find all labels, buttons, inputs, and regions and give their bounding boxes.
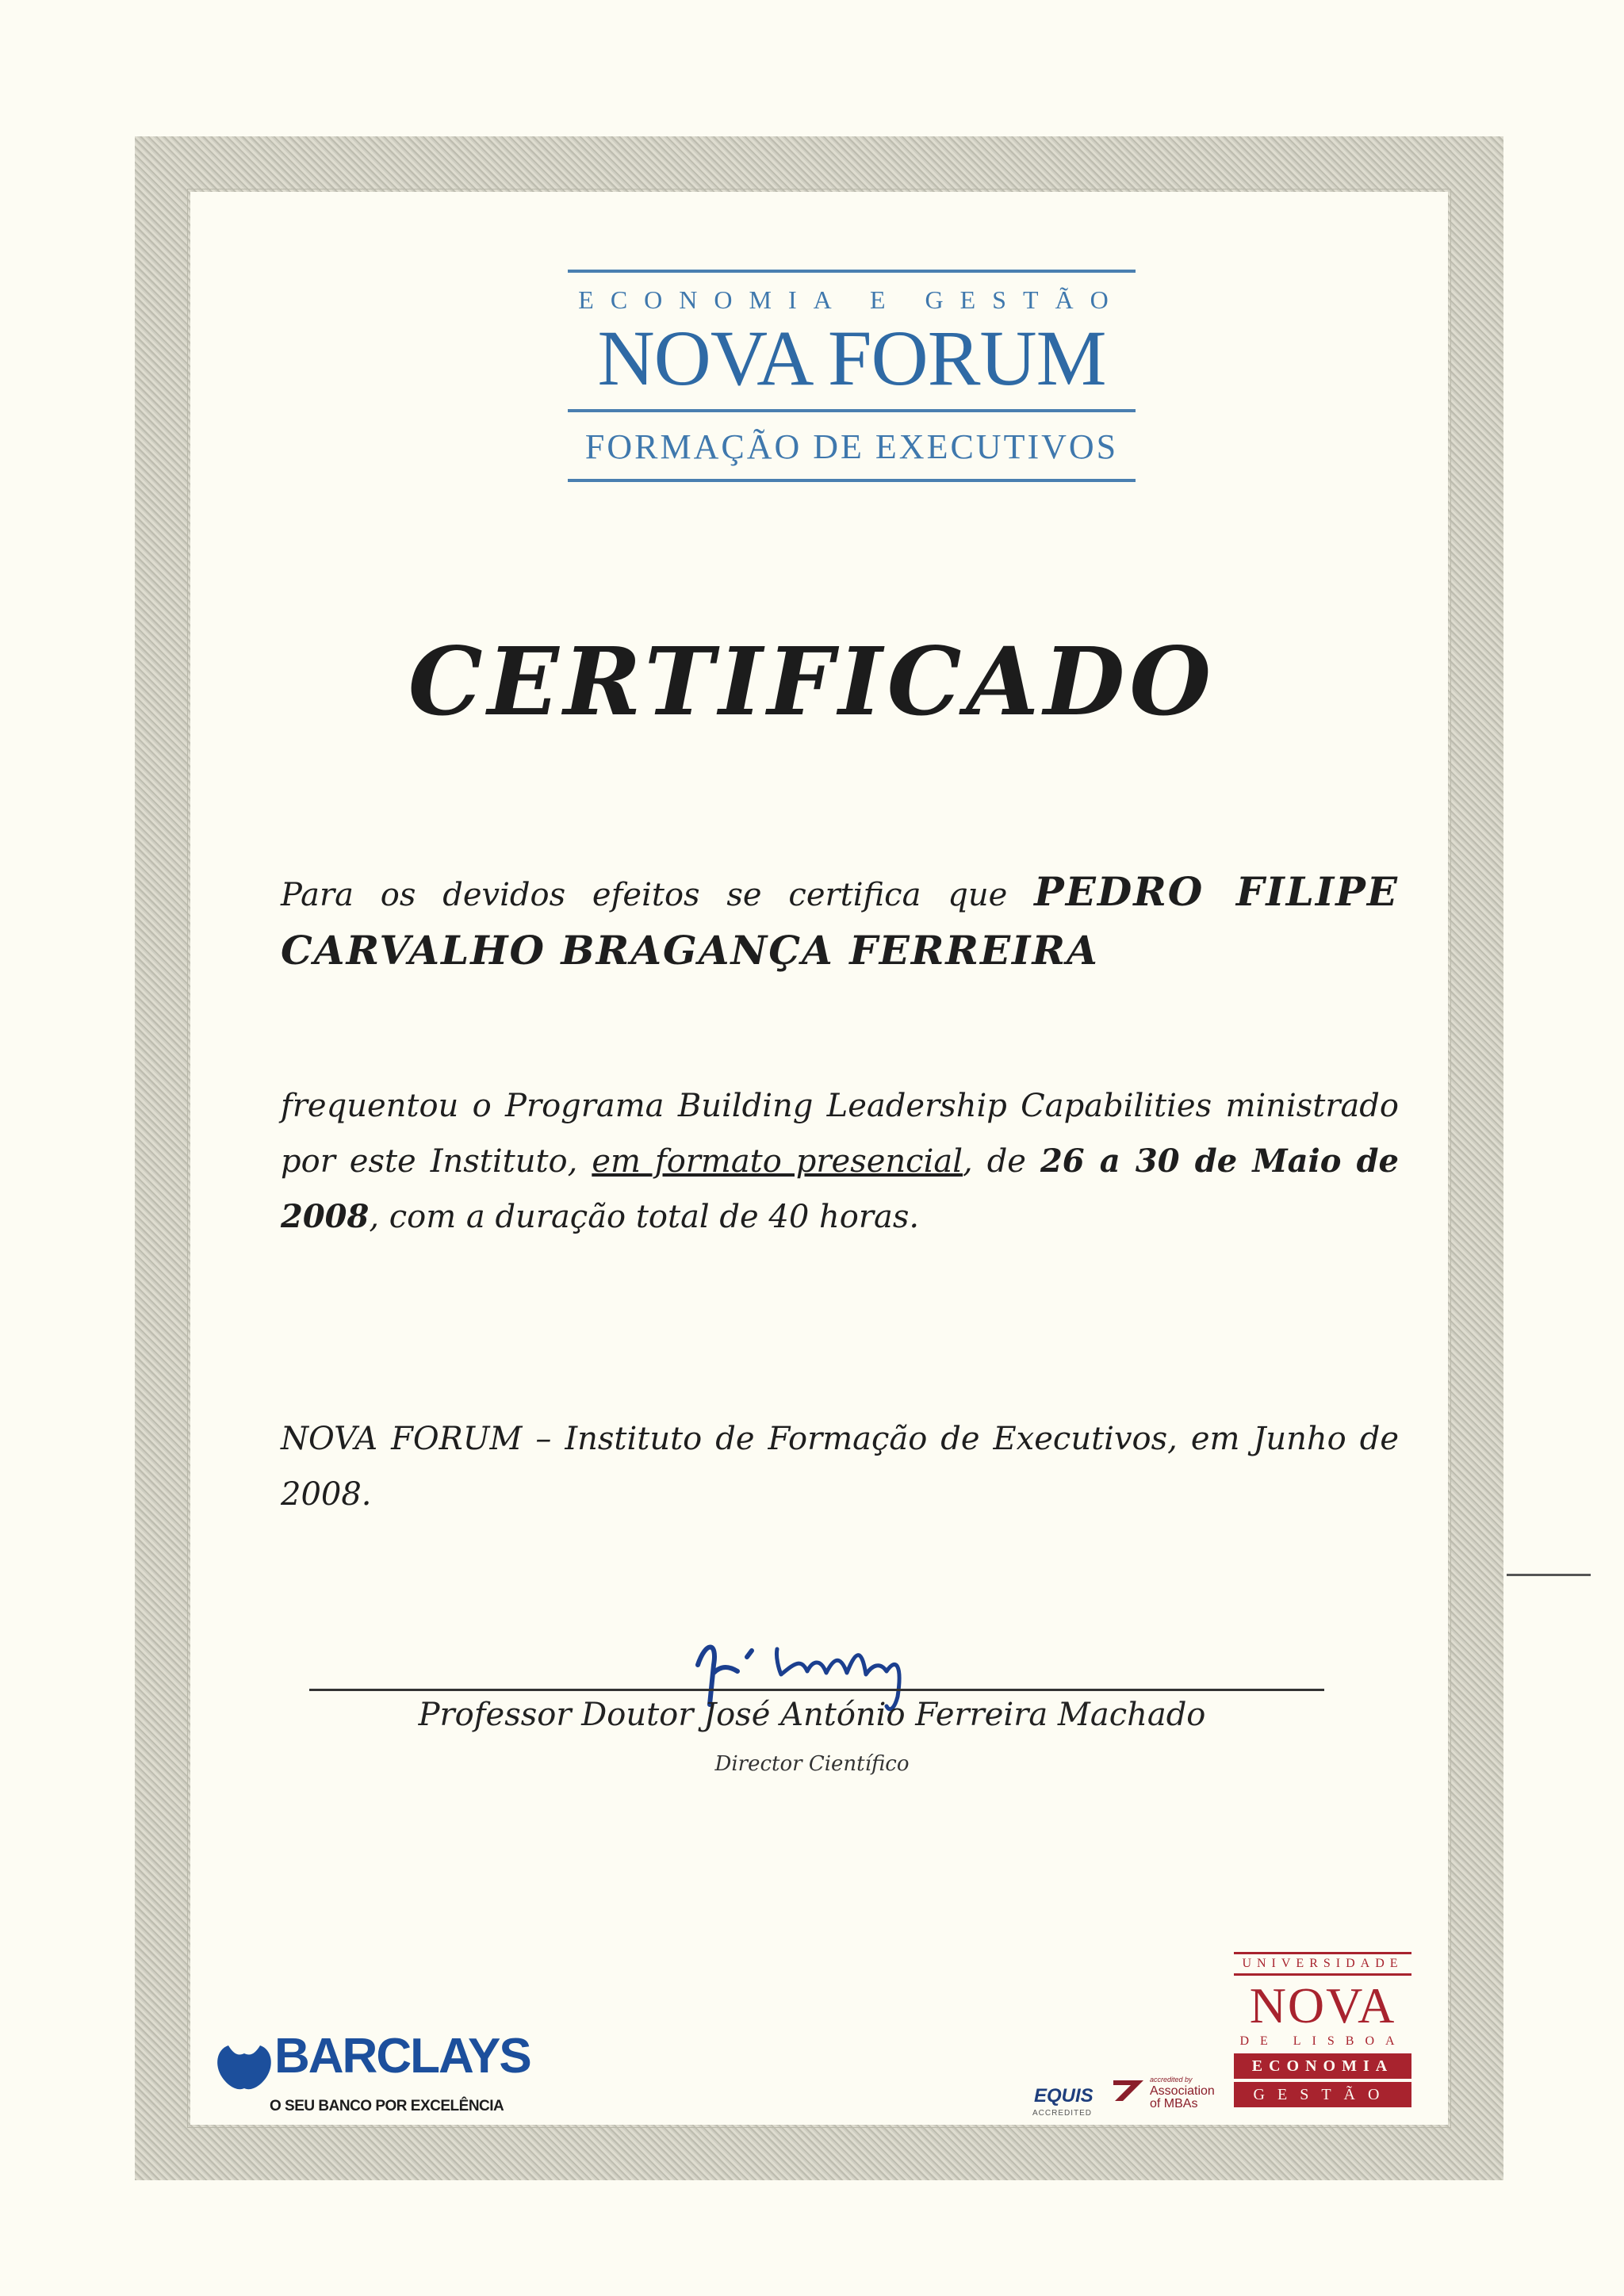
barclays-wordmark: BARCLAYS <box>274 2029 530 2084</box>
program-duration: , com a duração total de 40 horas. <box>369 1199 920 1235</box>
barclays-tagline: O SEU BANCO POR EXCELÊNCIA <box>270 2098 504 2114</box>
certification-paragraph <box>281 864 1399 982</box>
unl-de-lisboa: DE LISBOA <box>1239 2034 1406 2048</box>
logo-economia-gestao: ECONOMIA E GESTÃO <box>578 285 1125 314</box>
signatory-name: Professor Doutor José António Ferreira Machado <box>418 1697 1206 1733</box>
equis-logo: EQUIS <box>1034 2085 1094 2107</box>
scan-edge-mark <box>1507 1574 1591 1576</box>
unl-universidade: UNIVERSIDADE <box>1234 1952 1411 1976</box>
unl-economia-logo <box>1234 1952 1411 2107</box>
amba-name: Association of MBAs <box>1150 2084 1215 2110</box>
place-date-paragraph: NOVA FORUM – Instituto de Formação de Executivos, em Junho de 2008. <box>281 1421 1399 1513</box>
logo-bottom-rule <box>568 479 1136 482</box>
program-dates: 26 a 30 de Maio de 2008 <box>281 1142 1399 1235</box>
logo-formacao-executivos: FORMAÇÃO DE EXECUTIVOS <box>584 427 1119 466</box>
nova-forum-logo <box>568 270 1136 482</box>
logo-nova-forum: NOVA FORUM <box>597 314 1106 402</box>
certification-intro: Para os devidos efeitos se certifica que <box>281 877 1008 913</box>
program-format: em formato presencial <box>592 1143 963 1180</box>
unl-economia-band: ECONOMIA <box>1234 2053 1411 2079</box>
amba-arrow-icon <box>1112 2077 1147 2103</box>
certificate-title: CERTIFICADO <box>408 626 1216 737</box>
program-text-de: , de <box>963 1143 1026 1180</box>
amba-accredited-by: accredited by <box>1150 2076 1193 2084</box>
signatory-role: Director Científico <box>714 1752 910 1776</box>
logo-middle-rule <box>568 409 1136 412</box>
unl-nova: NOVA <box>1249 1977 1396 2034</box>
program-paragraph <box>281 1078 1399 1245</box>
signature-line <box>309 1689 1324 1691</box>
logo-top-rule <box>568 270 1136 273</box>
unl-gestao-band: GESTÃO <box>1234 2082 1411 2107</box>
program-text: frequentou o Programa Building Leadership Capabilities ministrado por este Instituto, <box>281 1088 1399 1180</box>
equis-accredited: ACCREDITED <box>1032 2109 1093 2118</box>
recipient-name: PEDRO FILIPE CARVALHO BRAGANÇA FERREIRA <box>281 868 1399 974</box>
